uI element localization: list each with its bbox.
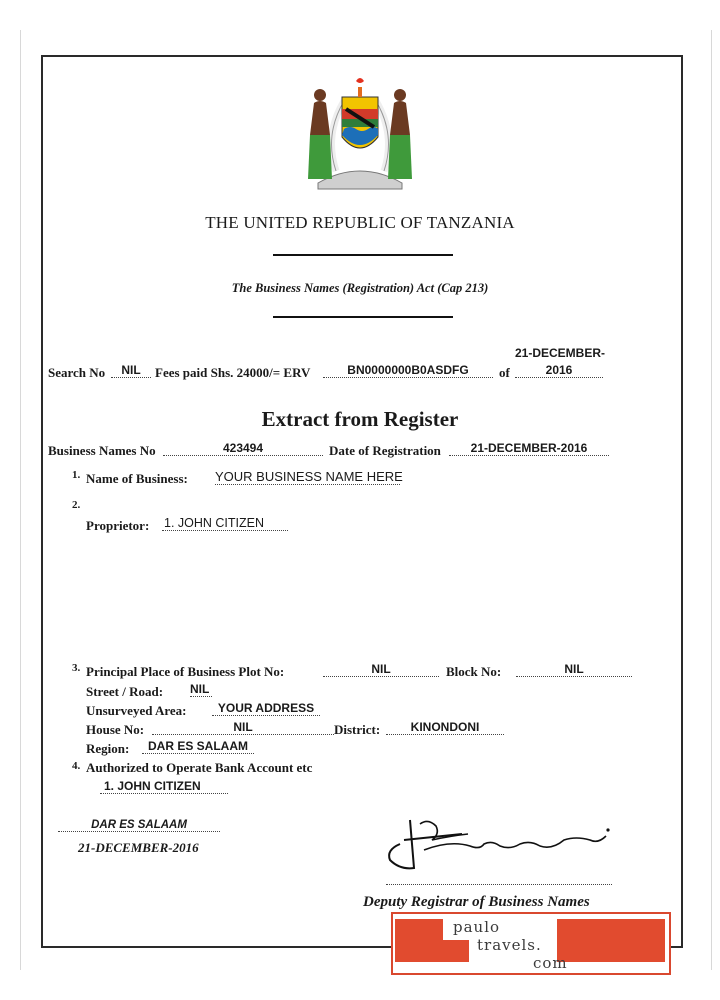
signature-line (386, 883, 612, 885)
fees-paid-label: Fees paid Shs. 24000/= ERV (155, 365, 311, 380)
district-value: KINONDONI (386, 720, 504, 735)
issue-place: DAR ES SALAAM (58, 819, 220, 832)
item-number-1: 1. (72, 469, 81, 481)
block-no-label: Block No: (446, 664, 502, 679)
watermark-bar (557, 940, 665, 962)
date-of-registration-label: Date of Registration (329, 443, 441, 458)
act-divider (273, 316, 453, 318)
coat-of-arms-emblem (300, 75, 420, 193)
proprietor-value: 1. JOHN CITIZEN (162, 516, 288, 531)
date-of-registration-value: 21-DECEMBER-2016 (449, 441, 609, 456)
extract-heading: Extract from Register (261, 407, 459, 431)
watermark-text-3: com (533, 954, 568, 972)
authorized-value: 1. JOHN CITIZEN (100, 779, 228, 794)
block-no-value: NIL (516, 662, 632, 677)
authorized-label: Authorized to Operate Bank Account etc (86, 760, 313, 775)
watermark-bar (557, 919, 665, 941)
name-of-business-value: YOUR BUSINESS NAME HERE (215, 469, 403, 484)
signatory-title: Deputy Registrar of Business Names (363, 894, 590, 910)
district-label: District: (334, 722, 381, 737)
watermark-text-1: paulo (453, 918, 501, 936)
of-label: of (499, 365, 510, 380)
registrar-signature (380, 810, 620, 880)
title-divider (273, 254, 453, 256)
house-no-value: NIL (152, 720, 334, 735)
search-no-value: NIL (111, 363, 151, 378)
item-number-4: 4. (72, 760, 81, 772)
watermark-bar (395, 940, 469, 962)
proprietor-label: Proprietor: (86, 518, 150, 533)
country-title: THE UNITED REPUBLIC OF TANZANIA (205, 213, 515, 232)
search-no-label: Search No (48, 365, 106, 380)
act-title: The Business Names (Registration) Act (Cap 213) (231, 281, 489, 295)
street-road-value: NIL (190, 682, 212, 697)
business-names-no-label: Business Names No (48, 443, 156, 458)
principal-place-label: Principal Place of Business Plot No: (86, 664, 285, 679)
name-of-business-label: Name of Business: (86, 471, 188, 486)
house-no-label: House No: (86, 722, 145, 737)
erv-value: BN0000000B0ASDFG (323, 363, 493, 378)
region-value: DAR ES SALAAM (142, 739, 254, 754)
street-road-label: Street / Road: (86, 684, 164, 699)
unsurveyed-area-label: Unsurveyed Area: (86, 703, 187, 718)
watermark-logo (391, 912, 671, 975)
item-number-3: 3. (72, 662, 81, 674)
item-number-2: 2. (72, 499, 81, 511)
watermark-text-2: travels. (477, 936, 542, 954)
region-label: Region: (86, 741, 130, 756)
search-date-line1: 21-DECEMBER- (515, 346, 606, 360)
search-date-line2: 2016 (515, 363, 603, 378)
plot-no-value: NIL (323, 662, 439, 677)
unsurveyed-area-value: YOUR ADDRESS (212, 701, 320, 716)
business-names-no-value: 423494 (163, 441, 323, 456)
watermark-bar (395, 919, 443, 941)
issue-date: 21-DECEMBER-2016 (78, 840, 199, 855)
